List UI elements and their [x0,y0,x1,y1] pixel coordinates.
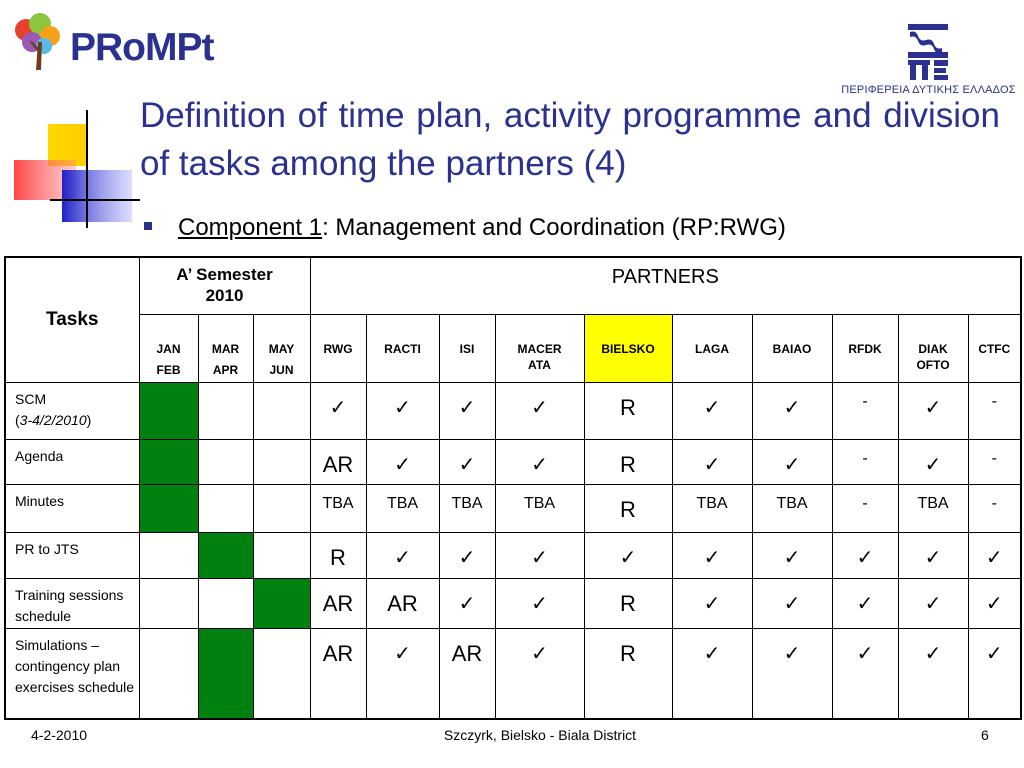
partner-cell: - [968,439,1021,484]
task-name: Minutes [15,492,65,509]
month-header-line: JUN [269,362,294,377]
partner-cell: ✓ [968,532,1021,578]
month-cell-active [139,484,198,532]
task-cell [5,382,139,439]
task-name: Training sessions schedule [15,586,124,624]
task-name: PR to JTS [15,540,79,557]
partner-cell: ✓ [898,628,968,719]
partner-cell: ✓ [898,382,968,439]
partner-cell: ✓ [968,578,1021,628]
task-cell [5,439,139,484]
partner-header-line: RFDK [848,341,882,356]
partner-cell: AR [310,578,366,628]
partner-cell: ✓ [310,382,366,439]
month-header-line: MAR [211,341,240,356]
partner-cell: ✓ [366,382,439,439]
month-header [139,314,198,382]
partner-cell: R [584,382,672,439]
partner-cell: TBA [752,484,832,532]
month-header [198,314,253,382]
month-cell [198,382,253,439]
partner-header-macer [495,314,584,382]
partner-cell: ✓ [832,578,898,628]
partner-cell: ✓ [495,532,584,578]
partner-cell: ✓ [366,439,439,484]
task-cell [5,532,139,578]
partner-header-line: LAGA [695,341,729,356]
month-header-line: MAY [268,341,295,356]
month-header-line: FEB [156,362,181,377]
logo-text: PRoMPt [70,26,214,69]
partner-cell: ✓ [968,628,1021,719]
footer-place: Szczyrk, Bielsko - Biala District [443,727,637,743]
partner-header-isi [439,314,495,382]
partner-header-line: ATA [528,357,551,372]
month-cell-active [253,578,310,628]
month-cell [253,484,310,532]
region-logo [836,20,1021,100]
table-row [5,628,1021,719]
partner-header-racti [366,314,439,382]
partner-cell: R [584,439,672,484]
prompt-logo [10,12,214,74]
partner-cell: - [832,484,898,532]
month-header-line: APR [212,362,239,377]
bullet-text: : Management and Coordination (RP:RWG) [322,214,786,241]
month-cell [198,484,253,532]
decorative-squares [0,108,140,233]
month-cell [253,382,310,439]
task-date-value: 3-4/2/2010 [19,411,87,428]
partner-cell: TBA [495,484,584,532]
semester-header [139,257,310,314]
partner-header-line: MACER [517,341,562,356]
table-row [5,532,1021,578]
task-name: SCM [15,390,47,407]
partner-cell: ✓ [752,439,832,484]
partner-cell: ✓ [752,578,832,628]
month-cell [253,628,310,719]
partner-cell: - [832,382,898,439]
task-cell [5,578,139,628]
table-row [5,484,1021,532]
month-cell [139,578,198,628]
month-cell [253,532,310,578]
partner-cell: ✓ [366,628,439,719]
partner-cell: ✓ [495,439,584,484]
partner-cell: ✓ [495,578,584,628]
month-cell [198,439,253,484]
partner-cell: ✓ [439,382,495,439]
partner-header-baiao [752,314,832,382]
partner-cell: AR [439,628,495,719]
month-cell-active [198,628,253,719]
month-header [253,314,310,382]
partner-cell: AR [366,578,439,628]
table-row [5,439,1021,484]
task-name: Agenda [15,447,64,464]
task-name: Simulations – contingency plan exercises schedule [15,636,135,695]
partner-cell: ✓ [584,532,672,578]
partner-header-rwg [310,314,366,382]
table-row [5,578,1021,628]
partner-cell: ✓ [672,439,752,484]
partner-cell: TBA [672,484,752,532]
partner-cell: R [584,484,672,532]
partner-header-line: ISI [459,341,475,356]
month-cell-active [139,439,198,484]
partner-cell: TBA [310,484,366,532]
bullet-component [144,214,786,242]
partner-cell: R [584,578,672,628]
task-cell [5,628,139,719]
region-emblem-icon [836,20,1021,82]
partner-header-bielsko [584,314,672,382]
task-table [4,256,1022,720]
task-date: (3-4/2/2010) [15,411,92,428]
partner-cell: ✓ [366,532,439,578]
partner-cell: ✓ [898,578,968,628]
partner-cell: ✓ [752,532,832,578]
partner-cell: - [968,382,1021,439]
partner-header-ctfc [968,314,1021,382]
table-row [5,382,1021,439]
partner-cell: ✓ [672,382,752,439]
partner-header-rfdk [832,314,898,382]
partner-cell: ✓ [439,439,495,484]
partner-cell: AR [310,628,366,719]
partner-header-line: RACTI [384,341,421,356]
partner-header-line: DIAK [918,341,948,356]
month-header-line: JAN [156,341,181,356]
partner-cell: ✓ [495,628,584,719]
partner-header-line: BIELSKO [601,341,655,356]
month-cell [253,439,310,484]
partner-cell: ✓ [832,532,898,578]
partner-cell: TBA [898,484,968,532]
partner-cell: ✓ [832,628,898,719]
partner-header-diak [898,314,968,382]
tree-icon [10,12,66,74]
partner-cell: - [968,484,1021,532]
partner-cell: ✓ [752,628,832,719]
partner-cell: TBA [439,484,495,532]
partner-header-line: OFTO [916,357,950,372]
partner-header-laga [672,314,752,382]
tasks-header: Tasks [5,257,139,382]
footer-page-number: 6 [981,727,989,743]
partner-cell: TBA [366,484,439,532]
month-cell-active [198,532,253,578]
partner-cell: ✓ [495,382,584,439]
bullet-label: Component 1 [178,214,323,241]
partner-header-line: CTFC [978,341,1011,356]
partner-cell: - [832,439,898,484]
partner-cell: ✓ [439,578,495,628]
footer-date: 4-2-2010 [31,727,88,743]
partner-cell: ✓ [672,578,752,628]
partner-cell: ✓ [752,382,832,439]
month-cell [139,628,198,719]
partner-cell: ✓ [898,532,968,578]
slide-title: Definition of time plan, activity programme and division of tasks among the partners (4) [140,96,1000,183]
partner-cell: ✓ [439,532,495,578]
task-cell [5,484,139,532]
semester-header-line2: 2010 [205,286,244,305]
month-cell [198,578,253,628]
month-cell-active [139,382,198,439]
partners-header: PARTNERS [310,257,1021,314]
partner-header-line: RWG [323,341,353,356]
partner-cell: AR [310,439,366,484]
partner-cell: R [310,532,366,578]
bullet-square-icon [144,222,152,230]
partner-header-line: BAIAO [772,341,812,356]
partner-cell: ✓ [672,532,752,578]
partner-cell: ✓ [898,439,968,484]
partner-cell: ✓ [672,628,752,719]
month-cell [139,532,198,578]
semester-header-line1: A’ Semester [176,265,273,284]
partner-cell: R [584,628,672,719]
region-caption: ΠΕΡΙΦΕΡΕΙΑ ΔΥΤΙΚΗΣ ΕΛΛΑΔΟΣ [841,84,1016,96]
